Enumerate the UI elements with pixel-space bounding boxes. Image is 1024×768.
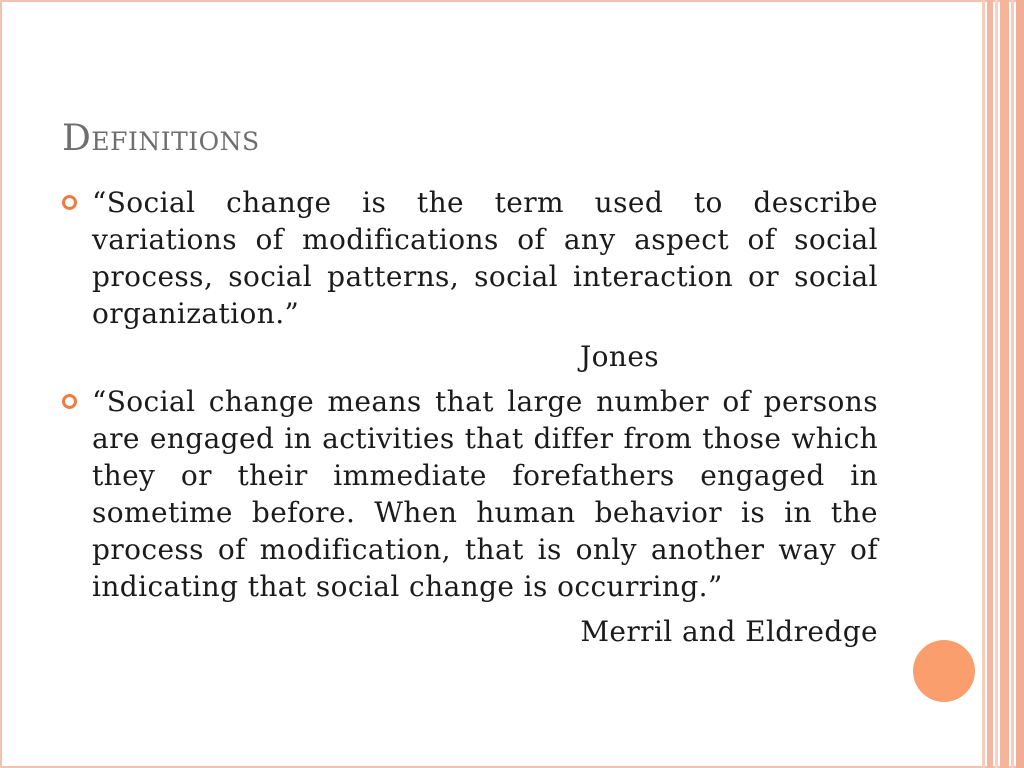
decorative-stripe bbox=[1016, 0, 1024, 768]
slide-content bbox=[62, 184, 878, 650]
decorative-stripe bbox=[987, 0, 993, 768]
frame-top-border bbox=[0, 0, 1024, 2]
slide-title: Definitions bbox=[62, 118, 260, 159]
definition-item bbox=[62, 383, 878, 650]
decorative-stripe bbox=[982, 0, 985, 768]
definition-quote: “Social change is the term used to describe variations of modifications of any aspect of social process, social patterns, social interaction or social organization.” bbox=[92, 186, 878, 330]
decorative-stripe bbox=[995, 0, 998, 768]
definition-item bbox=[62, 184, 878, 375]
definition-author: Merril and Eldredge bbox=[580, 615, 878, 648]
definition-author: Jones bbox=[580, 340, 660, 373]
decorative-stripe bbox=[1011, 0, 1014, 768]
frame-left-border bbox=[0, 0, 2, 768]
decorative-stripe bbox=[1000, 0, 1009, 768]
bullet-circle-icon bbox=[62, 195, 77, 210]
decorative-circle bbox=[913, 640, 975, 702]
definition-quote: “Social change means that large number of persons are engaged in activities that differ from those which they or their immediate forefathers engaged in sometime before. When human behavior is in the process of modification, that is only another way of indicating that social change is occurring.” bbox=[92, 385, 878, 603]
bullet-circle-icon bbox=[62, 394, 77, 409]
